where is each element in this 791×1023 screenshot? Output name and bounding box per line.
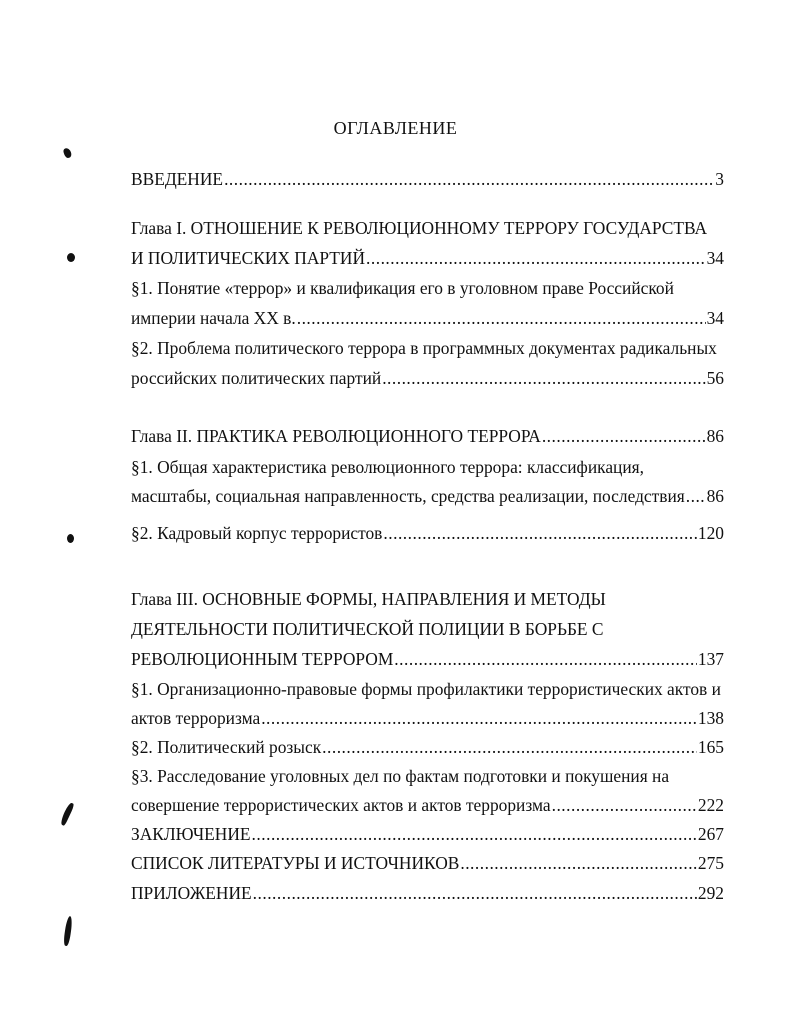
toc-entry-chapter-2[interactable] xyxy=(131,425,724,447)
toc-section-3-3-title: §3. Расследование уголовных дел по фактам подготовки и покушения на xyxy=(131,766,670,786)
toc-page-number: 138 xyxy=(697,708,724,728)
toc-page-number: 34 xyxy=(706,248,724,268)
page-title: ОГЛАВЛЕНИЕ xyxy=(333,118,458,138)
toc-page-number: 275 xyxy=(697,853,724,873)
toc-page-number: 292 xyxy=(697,883,724,903)
toc-label: империи начала XX в. xyxy=(131,308,296,328)
toc-page-number: 165 xyxy=(697,737,724,757)
dot-leader xyxy=(252,823,697,845)
toc-page-number: 137 xyxy=(697,649,724,669)
toc-page-number: 56 xyxy=(706,368,724,388)
dot-leader xyxy=(460,852,697,874)
toc-entry-chapter-1[interactable] xyxy=(131,247,724,269)
dot-leader xyxy=(552,794,697,816)
dot-leader xyxy=(383,522,697,544)
toc-page-number: 267 xyxy=(697,824,724,844)
toc-label: Глава II. ПРАКТИКА РЕВОЛЮЦИОННОГО ТЕРРОРА xyxy=(131,426,541,446)
toc-entry-conclusion[interactable] xyxy=(131,823,724,845)
toc-entry-section-3-2[interactable] xyxy=(131,736,724,758)
toc-page-number: 86 xyxy=(706,486,724,506)
dot-leader xyxy=(542,425,706,447)
scan-speck xyxy=(63,147,73,159)
toc-page-number: 120 xyxy=(697,523,724,543)
dot-leader xyxy=(394,648,697,670)
toc-entry-section-1-1[interactable] xyxy=(131,307,724,329)
toc-label: ВВЕДЕНИЕ xyxy=(131,169,224,189)
toc-label: российских политических партий xyxy=(131,368,382,388)
toc-entry-section-2-1[interactable] xyxy=(131,485,724,507)
toc-page-number: 3 xyxy=(715,169,724,189)
toc-label: ПРИЛОЖЕНИЕ xyxy=(131,883,252,903)
toc-chapter-1-title: Глава I. ОТНОШЕНИЕ К РЕВОЛЮЦИОННОМУ ТЕРРОРУ ГОСУДАРСТВА xyxy=(131,218,708,238)
toc-section-2-1-title: §1. Общая характеристика революционного террора: классификация, xyxy=(131,457,644,477)
toc-label: §2. Кадровый корпус террористов xyxy=(131,523,383,543)
toc-section-1-2-title: §2. Проблема политического террора в программных документах радикальных xyxy=(131,338,717,358)
toc-page-number: 34 xyxy=(706,308,724,328)
dot-leader xyxy=(322,736,697,758)
toc-entry-appendix[interactable] xyxy=(131,882,724,904)
toc-label: ЗАКЛЮЧЕНИЕ xyxy=(131,824,251,844)
scan-speck xyxy=(63,916,73,947)
toc-label: масштабы, социальная направленность, средства реализации, последствия xyxy=(131,486,685,506)
dot-leader xyxy=(253,882,697,904)
toc-label: актов терроризма xyxy=(131,708,261,728)
toc-chapter-3-title-line-2: ДЕЯТЕЛЬНОСТИ ПОЛИТИЧЕСКОЙ ПОЛИЦИИ В БОРЬБЕ С xyxy=(131,619,604,639)
toc-label: §2. Политический розыск xyxy=(131,737,322,757)
dot-leader xyxy=(297,307,706,329)
scan-speck xyxy=(59,802,75,826)
toc-entry-section-2-2[interactable] xyxy=(131,522,724,544)
toc-label: совершение террористических актов и актов терроризма xyxy=(131,795,551,815)
scan-speck xyxy=(67,253,75,262)
toc-section-3-1-title: §1. Организационно-правовые формы профилактики террористических актов и xyxy=(131,679,721,699)
dot-leader xyxy=(382,367,705,389)
toc-entry-bibliography[interactable] xyxy=(131,852,724,874)
toc-chapter-3-title-line-1: Глава III. ОСНОВНЫЕ ФОРМЫ, НАПРАВЛЕНИЯ И МЕТОДЫ xyxy=(131,589,606,609)
dot-leader xyxy=(224,168,714,190)
scan-speck xyxy=(67,534,74,543)
toc-entry-chapter-3[interactable] xyxy=(131,648,724,670)
toc-entry-section-1-2[interactable] xyxy=(131,367,724,389)
toc-section-1-1-title: §1. Понятие «террор» и квалификация его в уголовном праве Российской xyxy=(131,278,674,298)
toc-label: РЕВОЛЮЦИОННЫМ ТЕРРОРОМ xyxy=(131,649,394,669)
toc-page-number: 222 xyxy=(697,795,724,815)
toc-page-number: 86 xyxy=(706,426,724,446)
dot-leader xyxy=(686,485,706,507)
toc-entry-intro[interactable] xyxy=(131,168,724,190)
dot-leader xyxy=(366,247,706,269)
toc-entry-section-3-1[interactable] xyxy=(131,707,724,729)
toc-entry-section-3-3[interactable] xyxy=(131,794,724,816)
toc-label: СПИСОК ЛИТЕРАТУРЫ И ИСТОЧНИКОВ xyxy=(131,853,460,873)
toc-label: И ПОЛИТИЧЕСКИХ ПАРТИЙ xyxy=(131,248,366,268)
dot-leader xyxy=(261,707,697,729)
